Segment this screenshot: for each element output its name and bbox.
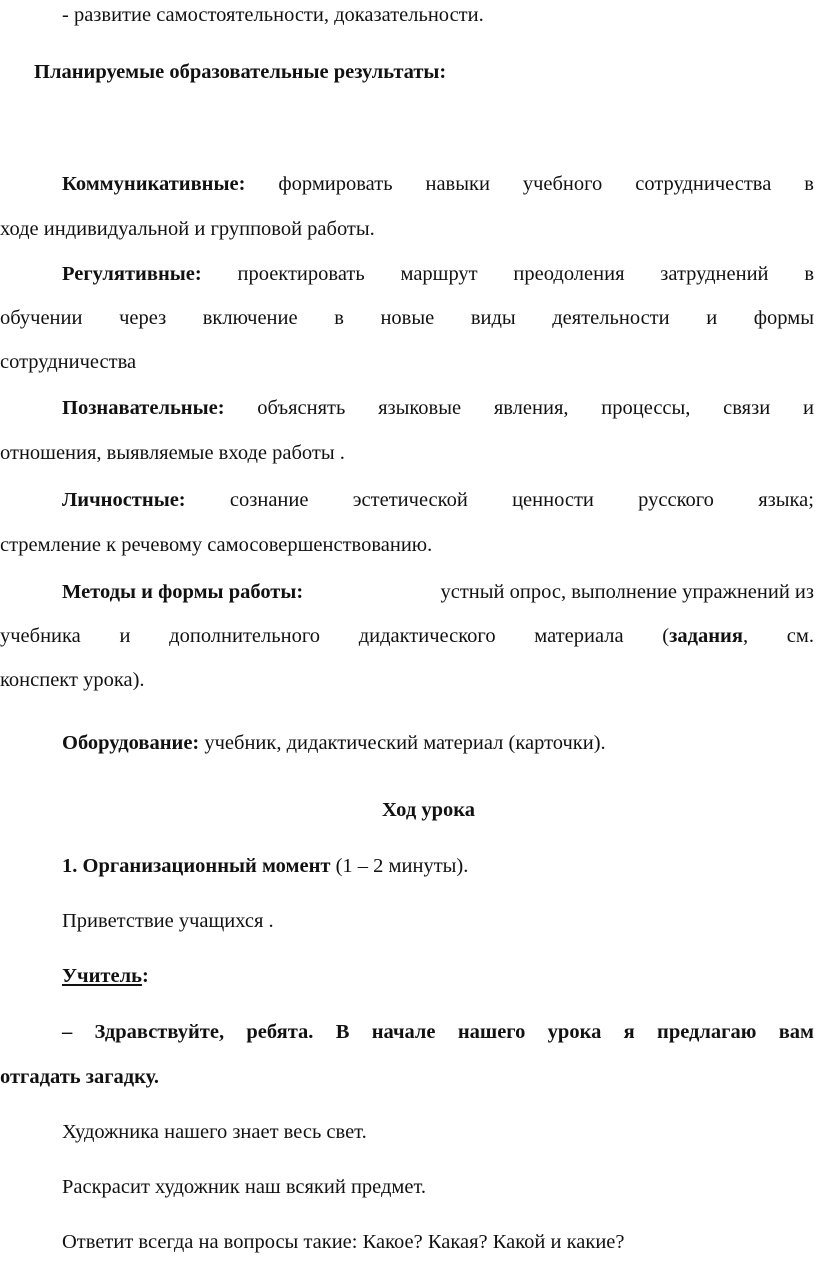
lesson-heading: Ход урока xyxy=(382,799,475,821)
cognitive-label: Познавательные: xyxy=(62,397,225,419)
regulative-line-2: обучении через включение в новые виды деятельности и формы xyxy=(0,307,814,329)
riddle-line-3: Ответит всегда на вопросы такие: Какое? Какая? Какой и какие? xyxy=(62,1231,625,1253)
greeting-line: Приветствие учащихся . xyxy=(62,910,274,932)
methods-line-2: учебника и дополнительного дидактического материала (задания, см. xyxy=(0,625,814,647)
teacher-label: Учитель: xyxy=(62,965,149,987)
org-moment-label: 1. Организационный момент xyxy=(62,855,331,877)
methods-label: Методы и формы работы: xyxy=(62,581,304,603)
cognitive-line-2: отношения, выявляемые входе работы . xyxy=(0,442,345,464)
results-heading: Планируемые образовательные результаты: xyxy=(34,61,447,83)
personal-line-2: стремление к речевому самосовершенствованию. xyxy=(0,534,433,556)
equipment-label: Оборудование: xyxy=(62,732,200,754)
communicative-line-2: ходе индивидуальной и групповой работы. xyxy=(0,218,375,240)
personal-line-1: Личностные: сознание эстетической ценности русского языка; xyxy=(62,489,814,511)
regulative-label: Регулятивные: xyxy=(62,263,202,285)
teacher-speech-line-1: – Здравствуйте, ребята. В начале нашего урока я предлагаю вам xyxy=(62,1021,814,1043)
methods-line-1: Методы и формы работы: устный опрос, выполнение упражнений из xyxy=(62,581,814,603)
riddle-line-1: Художника нашего знает весь свет. xyxy=(62,1121,367,1143)
cognitive-line-1: Познавательные: объяснять языковые явления, процессы, связи и xyxy=(62,397,814,419)
riddle-line-2: Раскрасит художник наш всякий предмет. xyxy=(62,1176,427,1198)
teacher-speech-line-2: отгадать загадку. xyxy=(0,1066,159,1088)
org-moment-line: 1. Организационный момент (1 – 2 минуты). xyxy=(62,855,469,877)
methods-line-3: конспект урока). xyxy=(0,669,145,691)
communicative-line-1: Коммуникативные: формировать навыки учебного сотрудничества в xyxy=(62,173,814,195)
communicative-label: Коммуникативные: xyxy=(62,173,246,195)
intro-line: - развитие самостоятельности, доказательности. xyxy=(62,4,484,26)
personal-label: Личностные: xyxy=(62,489,186,511)
equipment-line: Оборудование: учебник, дидактический материал (карточки). xyxy=(62,732,606,754)
regulative-line-1: Регулятивные: проектировать маршрут преодоления затруднений в xyxy=(62,263,814,285)
regulative-line-3: сотрудничества xyxy=(0,351,137,373)
